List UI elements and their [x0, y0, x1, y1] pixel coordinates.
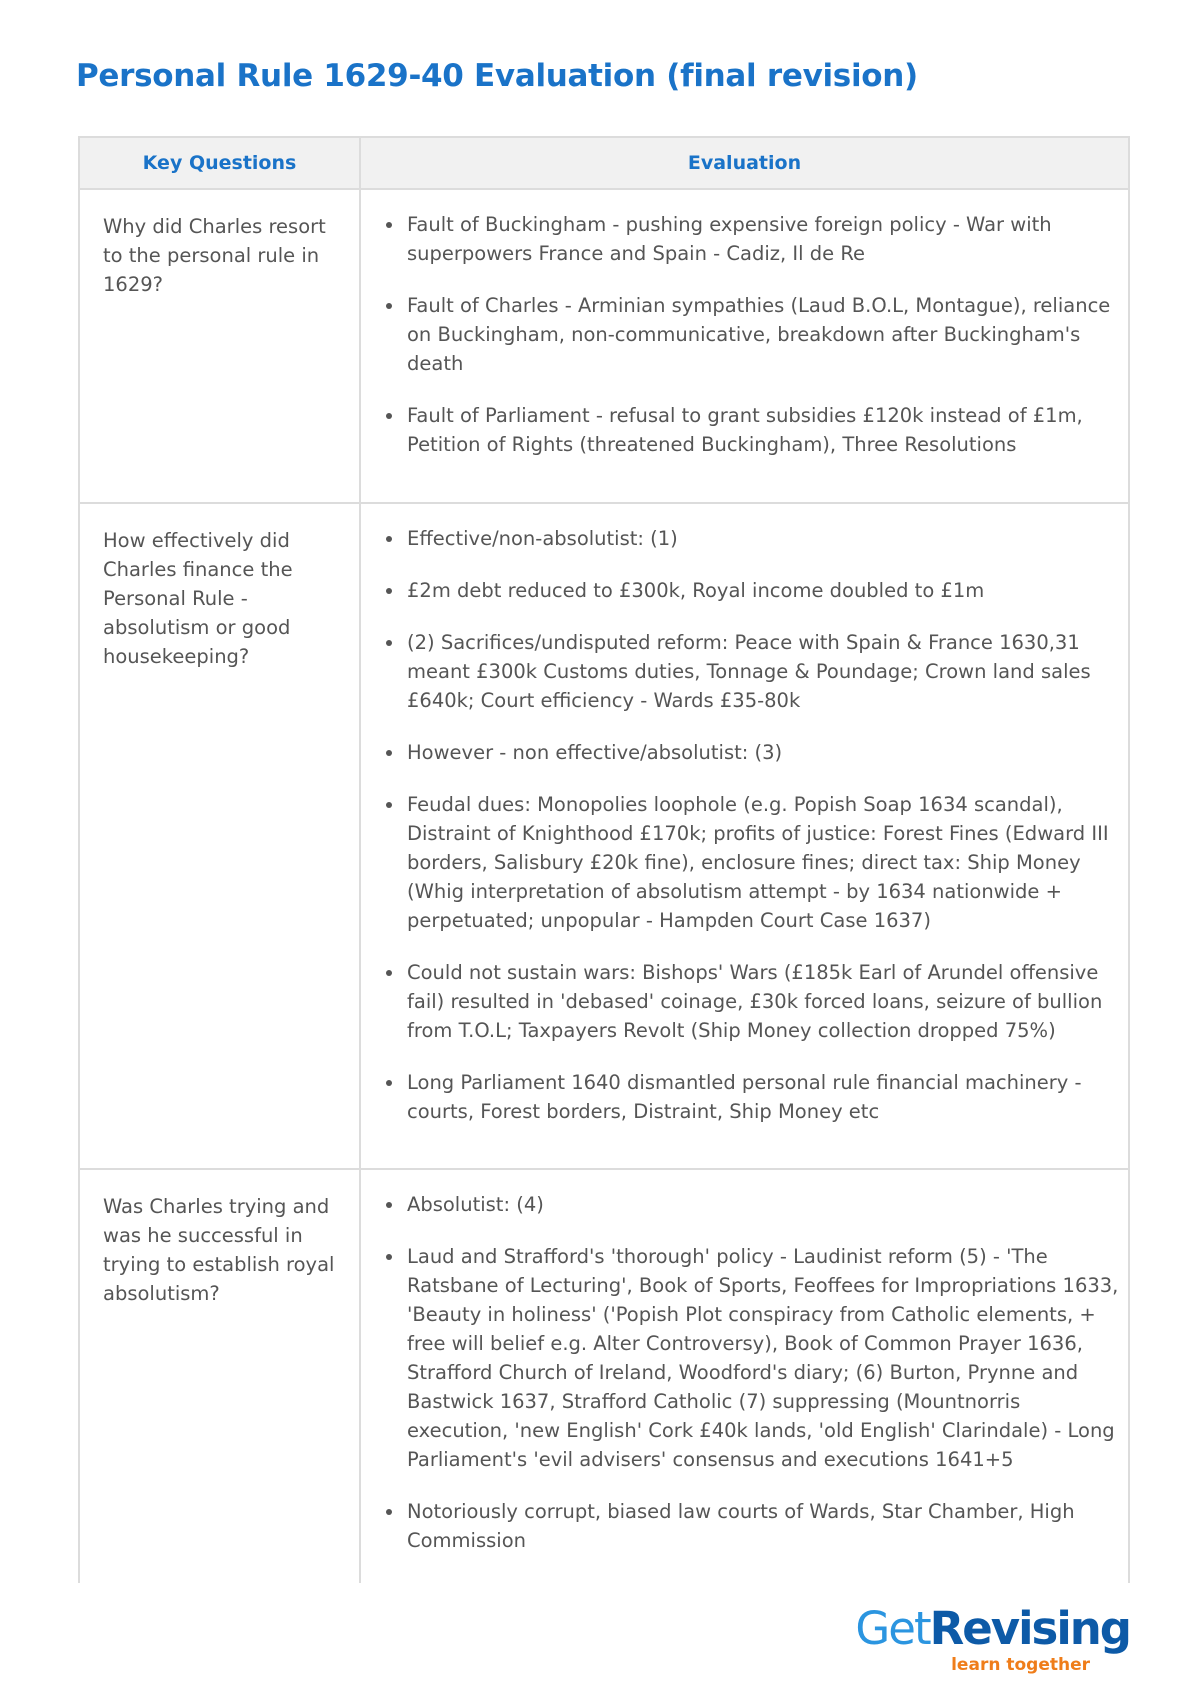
- evaluation-point: Laud and Strafford's 'thorough' policy - Laudinist reform (5) - 'The Ratsbane of Lecturing', Book of Sports, Feoffees for Impropriations 1633, 'Beauty in holiness' ('Popish Plot conspiracy from Catholic elements, + free will belief e.g. Alter Controversy), Book of Common Prayer 1636, Strafford Church of Ireland, Woodford's diary; (6) Burton, Prynne and Bastwick 1637, Strafford Catholic (7) suppressing (Mountnorris execution, 'new English' Cork £40k lands, 'old English' Clarindale) - Long Parliament's 'evil advisers' consensus and executions 1641+5: [384, 1242, 1120, 1474]
- evaluation-cell: [360, 189, 1129, 503]
- table-row: [79, 189, 1129, 503]
- evaluation-point: Effective/non-absolutist: (1): [384, 524, 1120, 553]
- page-title: Personal Rule 1629-40 Evaluation (final revision): [76, 58, 918, 94]
- evaluation-point: Fault of Parliament - refusal to grant subsidies £120k instead of £1m, Petition of Rights (threatened Buckingham), Three Resolutions: [384, 401, 1120, 459]
- logo-get-text: Get: [855, 1602, 930, 1655]
- evaluation-list: [384, 210, 1120, 459]
- logo-tagline: learn together: [951, 1655, 1090, 1675]
- table-row: [79, 1169, 1129, 1643]
- evaluation-cell: [360, 1169, 1129, 1643]
- evaluation-point: Long Parliament 1640 dismantled personal rule financial machinery - courts, Forest borders, Distraint, Ship Money etc: [384, 1068, 1120, 1126]
- evaluation-header: Evaluation: [360, 137, 1129, 189]
- evaluation-cell: [360, 503, 1129, 1169]
- evaluation-point: Could not sustain wars: Bishops' Wars (£185k Earl of Arundel offensive fail) resulted in 'debased' coinage, £30k forced loans, seizure of bullion from T.O.L; Taxpayers Revolt (Ship Money collection dropped 75%): [384, 958, 1120, 1045]
- evaluation-list: [384, 1190, 1120, 1555]
- evaluation-point: Notoriously corrupt, biased law courts of Wards, Star Chamber, High Commission: [384, 1497, 1120, 1555]
- getrevising-logo[interactable]: [830, 1603, 1130, 1683]
- table-row: [79, 503, 1129, 1169]
- evaluation-point: £2m debt reduced to £300k, Royal income doubled to £1m: [384, 576, 1120, 605]
- key-question-cell: How effectively did Charles finance the Personal Rule - absolutism or good housekeeping?: [79, 503, 360, 1169]
- evaluation-point: (2) Sacrifices/undisputed reform: Peace with Spain & France 1630,31 meant £300k Customs duties, Tonnage & Poundage; Crown land sales £640k; Court efficiency - Wards £35-80k: [384, 628, 1120, 715]
- evaluation-point: However - non effective/absolutist: (3): [384, 738, 1120, 767]
- evaluation-point: Fault of Charles - Arminian sympathies (Laud B.O.L, Montague), reliance on Buckingham, non-communicative, breakdown after Buckingham's death: [384, 291, 1120, 378]
- key-question-cell: Why did Charles resort to the personal rule in 1629?: [79, 189, 360, 503]
- logo-revising-text: Revising: [929, 1602, 1130, 1655]
- logo-wordmark: [855, 1603, 1130, 1655]
- key-questions-header: Key Questions: [79, 137, 360, 189]
- table-header-row: [79, 137, 1129, 189]
- evaluation-point: Fault of Buckingham - pushing expensive foreign policy - War with superpowers France and Spain - Cadiz, Il de Re: [384, 210, 1120, 268]
- evaluation-point: Absolutist: (4): [384, 1190, 1120, 1219]
- evaluation-table: [78, 136, 1130, 1644]
- evaluation-point: Feudal dues: Monopolies loophole (e.g. Popish Soap 1634 scandal), Distraint of Knighthood £170k; profits of justice: Forest Fines (Edward III borders, Salisbury £20k fine), enclosure fines; direct tax: Ship Money (Whig interpretation of absolutism attempt - by 1634 nationwide + perpetuated; unpopular - Hampden Court Case 1637): [384, 790, 1120, 935]
- key-question-cell: Was Charles trying and was he successful in trying to establish royal absolutism?: [79, 1169, 360, 1643]
- evaluation-list: [384, 524, 1120, 1126]
